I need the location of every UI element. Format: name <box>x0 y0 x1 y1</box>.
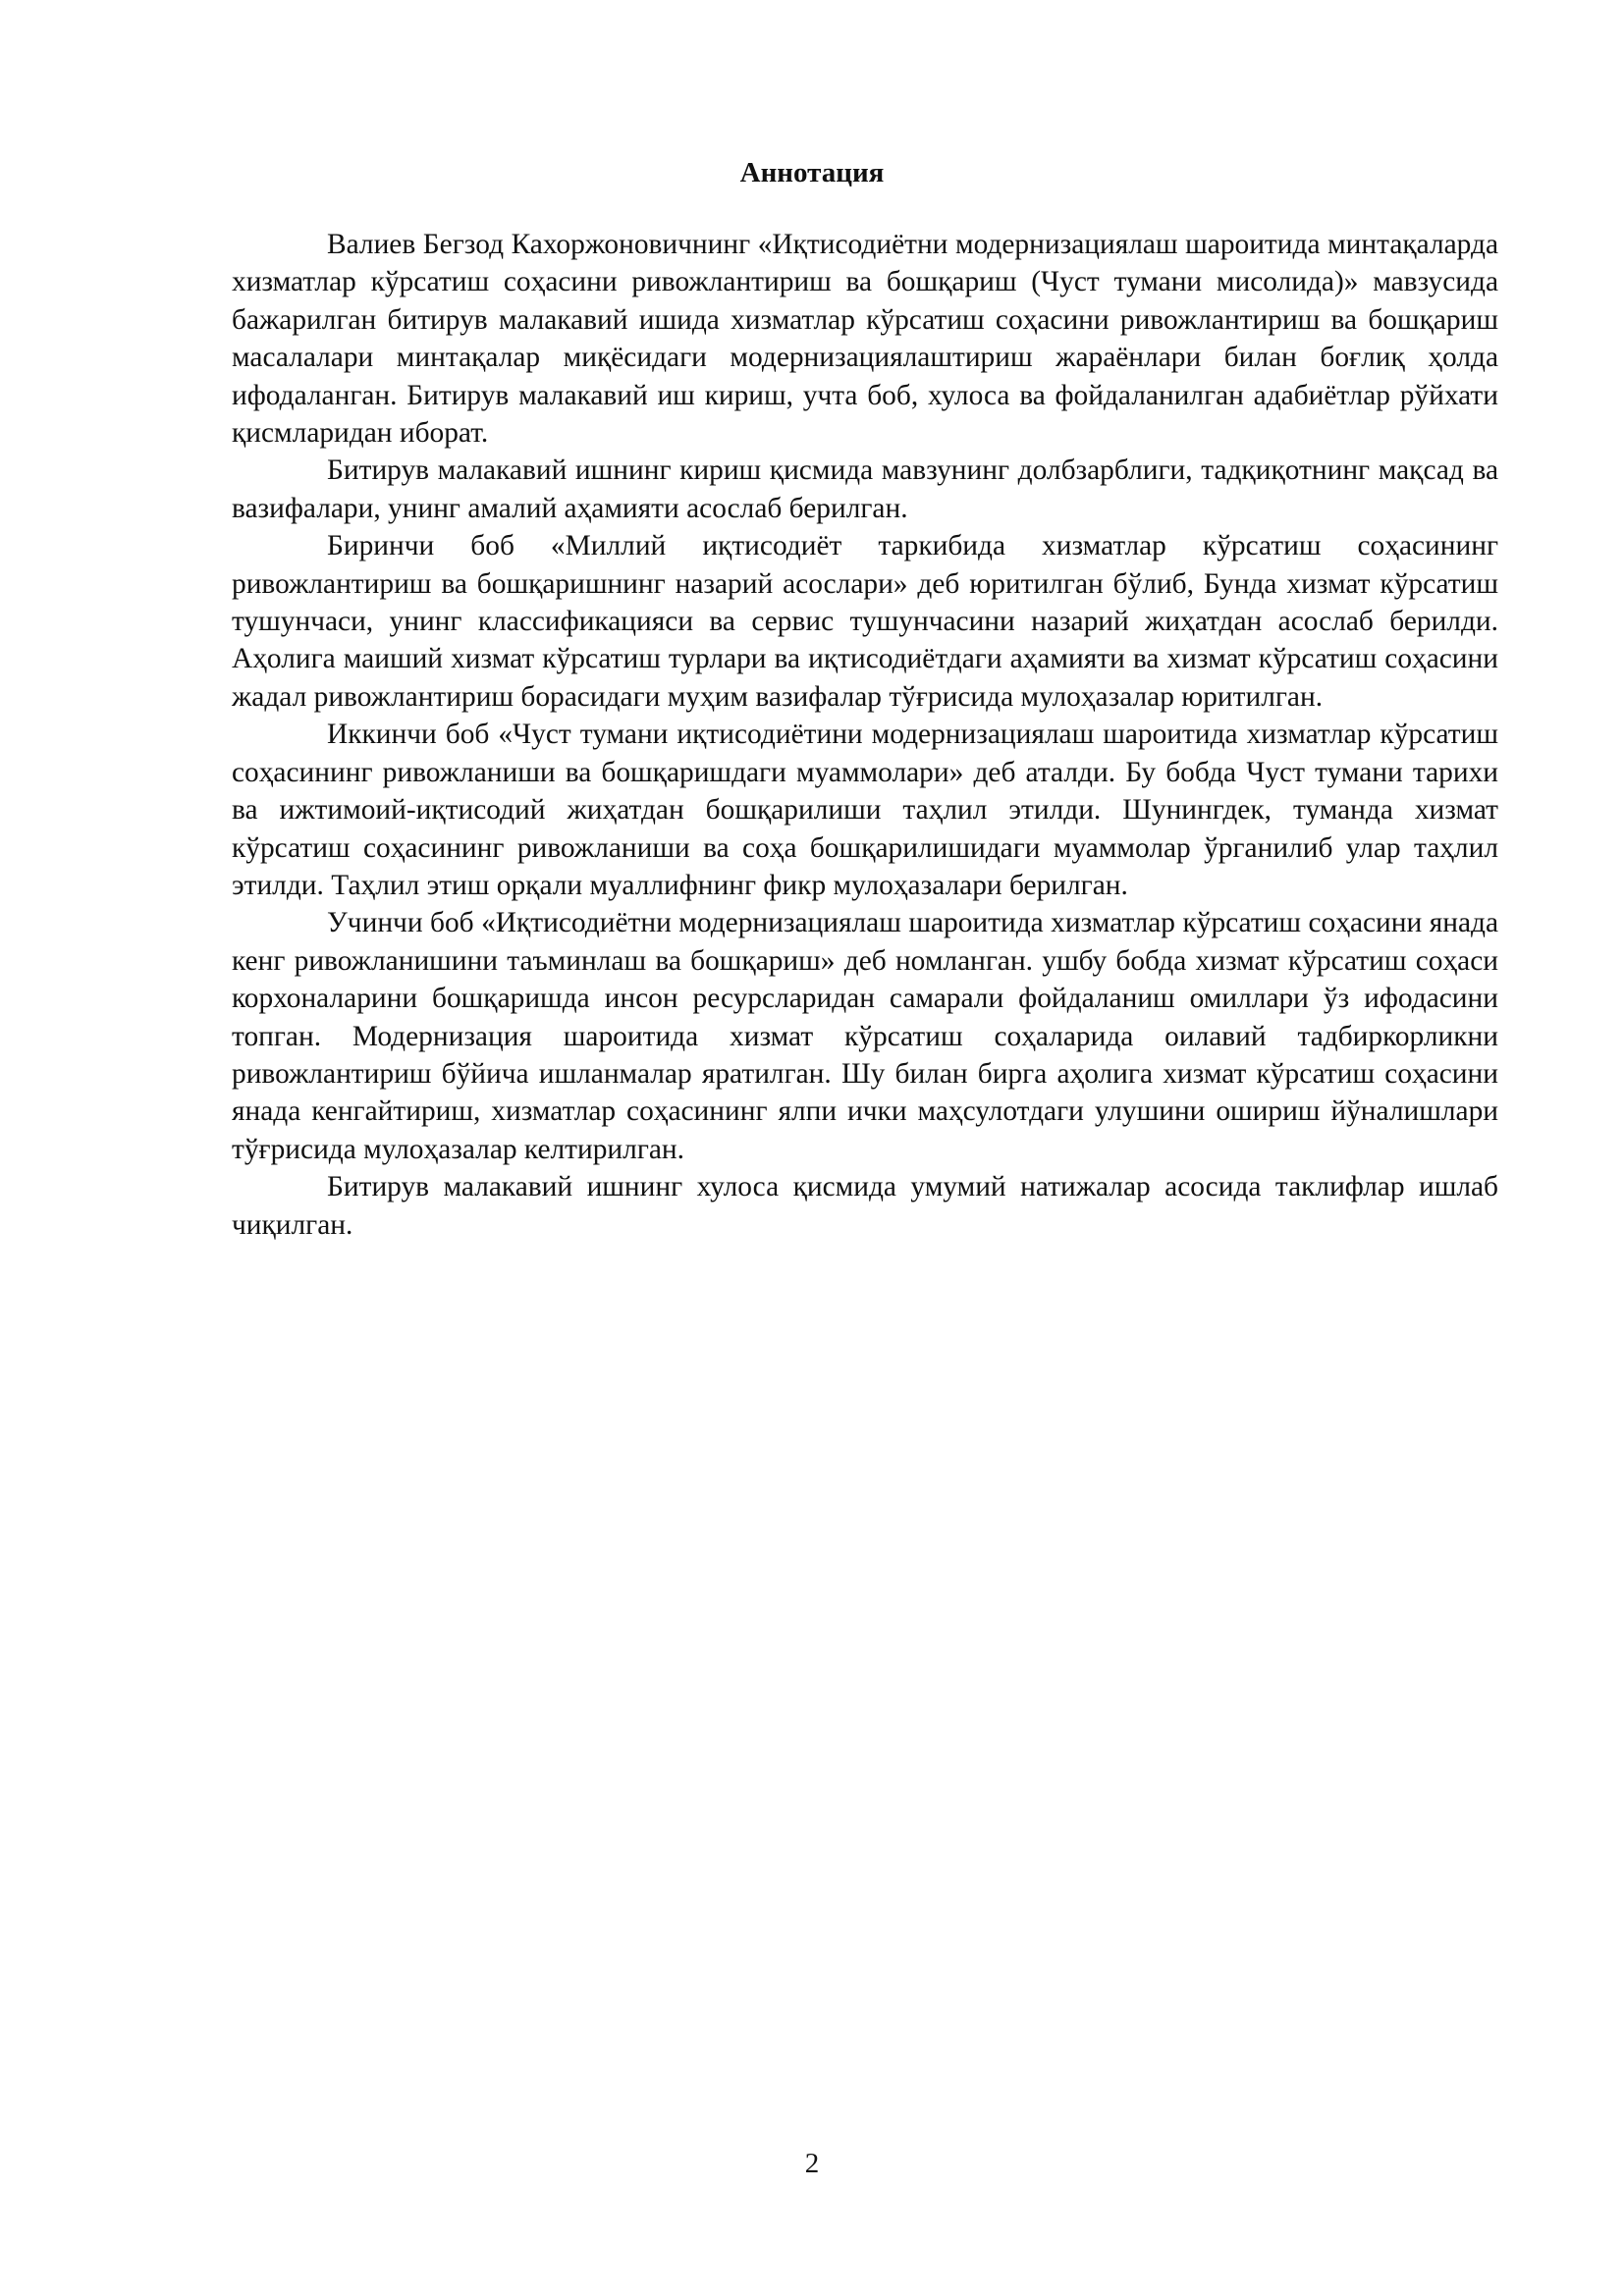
page-number: 2 <box>804 2148 820 2179</box>
annotation-body <box>232 226 1498 1244</box>
paragraph-chapter-one: Биринчи боб «Миллий иқтисодиёт таркибида хизматлар кўрсатиш соҳасининг ривожлантириш ва бошқаришнинг назарий асослари» деб юритилган бўлиб, Бунда хизмат кўрсатиш тушунчаси, унинг классификацияси ва сервис тушунчасини назарий жиҳатдан асослаб берилди. Аҳолига маиший хизмат кўрсатиш турлари ва иқтисодиётдаги аҳамияти ва хизмат кўрсатиш соҳасини жадал ривожлантириш борасидаги муҳим вазифалар тўғрисида мулоҳазалар юритилган. <box>232 530 1498 713</box>
paragraph-conclusion: Битирув малакавий ишнинг хулоса қисмида умумий натижалар асосида таклифлар ишлаб чиқилган. <box>232 1171 1498 1241</box>
paragraph-chapter-three: Учинчи боб «Иқтисодиётни модернизациялаш шароитида хизматлар кўрсатиш соҳасини янада кенг ривожланишини таъминлаш ва бошқариш» деб номланган. ушбу бобда хизмат кўрсатиш соҳаси корхоналарини бошқаришда инсон ресурсларидан самарали фойдаланиш омиллари ўз ифодасини топган. Модернизация шароитида хизмат кўрсатиш соҳаларида оилавий тадбиркорликни ривожлантириш бўйича ишланмалар яратилган. Шу билан бирга аҳолига хизмат кўрсатиш соҳасини янада кенгайтириш, хизматлар соҳасининг ялпи ички маҳсулотдаги улушини ошириш йўналишлари тўғрисида мулоҳазалар келтирилган. <box>232 907 1498 1165</box>
page-title: Аннотация <box>739 157 885 188</box>
paragraph-introduction-part: Битирув малакавий ишнинг кириш қисмида мавзунинг долбзарблиги, тадқиқотнинг мақсад ва вазифалари, унинг амалий аҳамияти асослаб берилган. <box>232 454 1498 524</box>
paragraph-chapter-two: Иккинчи боб «Чуст тумани иқтисодиётини модернизациялаш шароитида хизматлар кўрсатиш соҳасининг ривожланиши ва бошқаришдаги муаммолари» деб аталди. Бу бобда Чуст тумани тарихи ва ижтимоий-иқтисодий жиҳатдан бошқарилиши таҳлил этилди. Шунингдек, туманда хизмат кўрсатиш соҳасининг ривожланиши ва соҳа бошқарилишидаги муаммолар ўрганилиб улар таҳлил этилди. Таҳлил этиш орқали муаллифнинг фикр мулоҳазалари берилган. <box>232 719 1498 901</box>
paragraph-intro: Валиев Бегзод Кахоржоновичнинг «Иқтисодиётни модернизациялаш шароитида минтақаларда хизматлар кўрсатиш соҳасини ривожлантириш ва бошқариш (Чуст тумани мисолида)» мавзусида бажарилган битирув малакавий ишида хизматлар кўрсатиш соҳасини ривожлантириш ва бошқариш масалалари минтақалар миқёсидаги модернизациялаштириш жараёнлари билан боғлиқ ҳолда ифодаланган. Битирув малакавий иш кириш, учта боб, хулоса ва фойдаланилган адабиётлар рўйхати қисмларидан иборат. <box>232 229 1498 450</box>
